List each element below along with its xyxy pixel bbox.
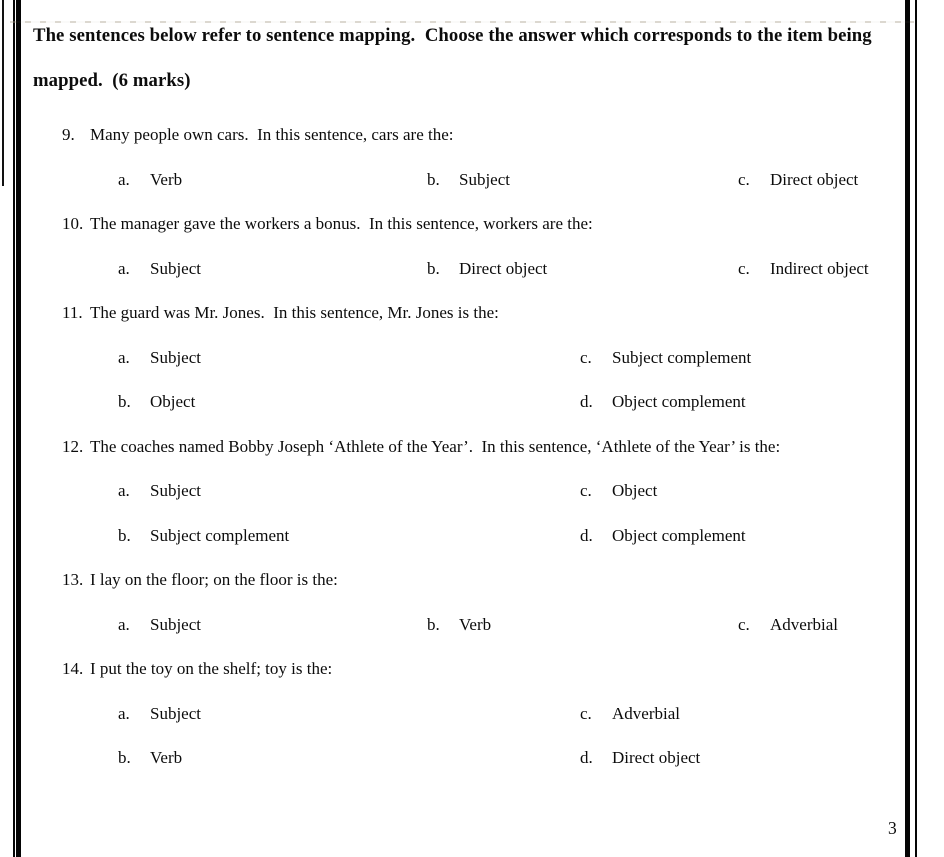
option-letter: a. [118, 347, 130, 367]
option-label: Object [150, 392, 196, 411]
option-label: Subject [150, 481, 201, 500]
option-letter: a. [118, 258, 130, 278]
option-letter: c. [580, 703, 592, 723]
option-label: Object [612, 481, 658, 500]
option-label: Subject [459, 169, 510, 189]
answer-option [580, 736, 700, 781]
question-line [33, 647, 915, 692]
question-block [33, 425, 915, 559]
option-letter: b. [427, 169, 440, 189]
answer-option [118, 603, 201, 648]
option-label: Direct object [770, 169, 859, 189]
answer-option [118, 336, 201, 381]
answer-option [580, 336, 751, 381]
option-label: Direct object [612, 748, 701, 767]
page-border-left-inner [16, 0, 21, 857]
answer-option [118, 247, 201, 292]
options-row [33, 158, 915, 203]
question-line [33, 425, 915, 470]
answer-option [427, 603, 491, 648]
answer-option [118, 514, 289, 559]
options-row [33, 692, 915, 737]
options-row [33, 603, 915, 648]
question-line [33, 202, 915, 247]
options-row [33, 514, 915, 559]
option-letter: d. [580, 525, 593, 545]
option-letter: a. [118, 169, 130, 189]
answer-option [738, 158, 858, 203]
question-line [33, 291, 915, 336]
options-row [33, 469, 915, 514]
page-border-left-outer [13, 0, 15, 857]
option-letter: b. [427, 258, 440, 278]
option-letter: a. [118, 614, 130, 634]
answer-option [580, 514, 746, 559]
answer-option [118, 469, 201, 514]
question-block [33, 113, 915, 202]
option-label: Adverbial [612, 703, 680, 723]
answer-option [118, 158, 182, 203]
option-letter: b. [118, 525, 131, 545]
answer-option [580, 692, 680, 737]
answer-option [118, 736, 182, 781]
page-number: 3 [888, 818, 897, 838]
question-number: 10. [62, 214, 84, 233]
question-block [33, 647, 915, 781]
option-label: Object complement [612, 525, 746, 545]
question-text: I put the toy on the shelf; toy is the: [90, 659, 333, 678]
option-label: Adverbial [770, 614, 838, 634]
page-border-right-outer [915, 0, 917, 857]
option-label: Direct object [459, 258, 548, 278]
option-letter: c. [580, 347, 592, 367]
option-letter: c. [580, 481, 592, 500]
option-letter: d. [580, 748, 593, 767]
page-edge-artifact-line [2, 0, 4, 186]
question-block [33, 558, 915, 647]
answer-option [427, 247, 547, 292]
option-label: Subject complement [150, 525, 290, 545]
option-label: Verb [150, 169, 183, 189]
answer-option [118, 692, 201, 737]
answer-option [580, 380, 746, 425]
question-number: 13. [62, 570, 84, 589]
option-label: Subject [150, 258, 201, 278]
option-letter: b. [118, 748, 131, 767]
options-row [33, 336, 915, 381]
option-label: Subject [150, 614, 201, 634]
instructions [33, 14, 915, 103]
options-row [33, 247, 915, 292]
instructions-line-2: mapped. (6 marks) [33, 69, 191, 91]
option-label: Verb [459, 614, 492, 634]
answer-option [738, 247, 869, 292]
option-label: Verb [150, 748, 183, 767]
options-row [33, 380, 915, 425]
option-label: Subject [150, 347, 201, 367]
answer-option [738, 603, 838, 648]
option-letter: a. [118, 703, 130, 723]
question-number: 9. [62, 125, 75, 144]
option-letter: c. [738, 169, 750, 189]
question-number: 14. [62, 659, 84, 678]
answer-option [580, 469, 657, 514]
question-text: The manager gave the workers a bonus. In this sentence, workers are the: [90, 214, 593, 233]
question-text: Many people own cars. In this sentence, cars are the: [90, 125, 454, 144]
question-text: The coaches named Bobby Joseph ‘Athlete of the Year’. In this sentence, ‘Athlete of the Year’ is the: [90, 436, 781, 456]
question-text: I lay on the floor; on the floor is the: [90, 570, 338, 589]
answer-option [427, 158, 510, 203]
question-line [33, 113, 915, 158]
question-block [33, 291, 915, 425]
options-row [33, 736, 915, 781]
option-letter: a. [118, 481, 130, 500]
question-block [33, 202, 915, 291]
instructions-line-1: The sentences below refer to sentence mapping. Choose the answer which corresponds to the item being [33, 25, 872, 46]
answer-option [118, 380, 195, 425]
option-letter: b. [118, 392, 131, 411]
question-number: 11. [62, 303, 83, 322]
option-label: Object complement [612, 392, 746, 411]
question-number: 12. [62, 436, 84, 456]
question-list [33, 113, 915, 781]
option-letter: c. [738, 258, 750, 278]
option-letter: b. [427, 614, 440, 634]
option-label: Subject [150, 703, 201, 723]
option-letter: d. [580, 392, 593, 411]
option-label: Subject complement [612, 347, 752, 367]
option-letter: c. [738, 614, 750, 634]
page-content [33, 14, 915, 781]
option-label: Indirect object [770, 258, 869, 278]
question-line [33, 558, 915, 603]
question-text: The guard was Mr. Jones. In this sentence, Mr. Jones is the: [90, 303, 499, 322]
